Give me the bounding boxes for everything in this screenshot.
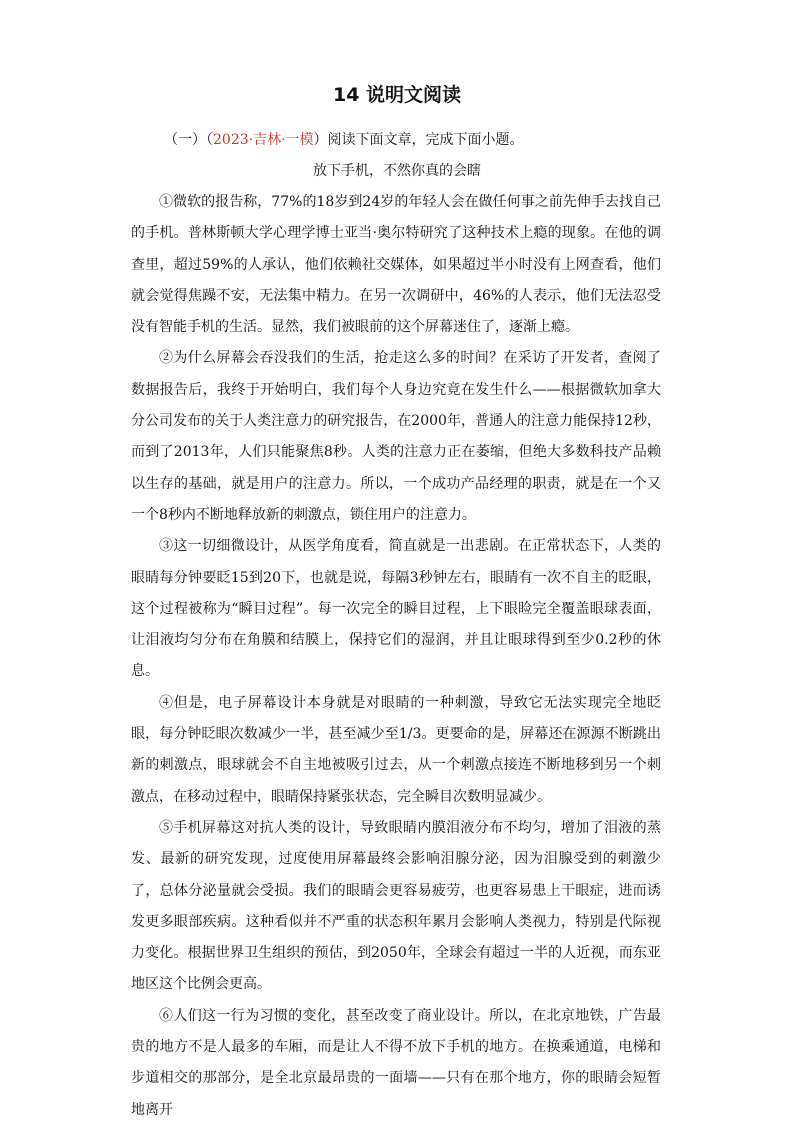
article-title: 放下手机，不然你真的会瞎 (313, 163, 481, 179)
paragraph-5: ⑤手机屏幕这对抗人类的设计，导致眼睛内膜泪液分布不均匀，增加了泪液的蒸发、最新的研究发现，过度使用屏幕最终会影响泪腺分泌，因为泪腺受到的刺激少了，总体分泌量就会受损。我们的眼睛会更容易疲劳，也更容易患上干眼症，进而诱发更多眼部疾病。这种看似并不严重的状态积年累月会影响人类视力，特别是代际视力变化。根据世界卫生组织的预估，到2050年，全球会有超过一半的人近视，而东亚地区这个比例会更高。 (131, 819, 661, 993)
section-intro (164, 129, 524, 149)
intro-suffix: ）阅读下面文章，完成下面小题。 (313, 132, 524, 148)
paragraph-6: ⑥人们这一行为习惯的变化，甚至改变了商业设计。所以，在北京地铁，广告最贵的地方不是人最多的车厢，而是让人不得不放下手机的地方。在换乘通道，电梯和步道相交的那部分，是全北京最昂贵的一面墙——只有在那个地方，你的眼睛会短暂地离开 (131, 1007, 661, 1118)
intro-prefix: （一）（ (164, 132, 213, 148)
paragraph-3: ③这一切细微设计，从医学角度看，简直就是一出悲剧。在正常状态下，人类的眼睛每分钟要眨15到20下，也就是说，每隔3秒钟左右，眼睛有一次不自主的眨眼，这个过程被称为“瞬目过程”。每一次完全的瞬目过程，上下眼睑完全覆盖眼球表面，让泪液均匀分布在角膜和结膜上，保持它们的湿润，并且让眼球得到至少0.2秒的休息。 (131, 538, 661, 680)
page-title: 14 说明文阅读 (332, 84, 462, 106)
paragraph-1: ①微软的报告称，77%的18岁到24岁的年轻人会在做任何事之前先伸手去找自己的手机。普林斯顿大学心理学博士亚当·奥尔特研究了这种技术上瘾的现象。在他的调查里，超过59%的人承认，他们依赖社交媒体，如果超过半小时没有上网查看，他们就会觉得焦躁不安，无法集中精力。在另一次调研中，46%的人表示，他们无法忍受没有智能手机的生活。显然，我们被眼前的这个屏幕迷住了，逐渐上瘾。 (131, 194, 661, 336)
article-body (131, 187, 661, 1126)
intro-source: 2023·吉林·一模 (213, 132, 314, 148)
paragraph-2: ②为什么屏幕会吞没我们的生活，抢走这么多的时间？在采访了开发者，查阅了数据报告后，我终于开始明白，我们每个人身边究竟在发生什么——根据微软加拿大分公司发布的关于人类注意力的研究报告，在2000年，普通人的注意力能保持12秒，而到了2013年，人们只能聚焦8秒。人类的注意力正在萎缩，但绝大多数科技产品赖以生存的基础，就是用户的注意力。所以，一个成功产品经理的职责，就是在一个又一个8秒内不断地释放新的刺激点，锁住用户的注意力。 (131, 350, 661, 523)
paragraph-4: ④但是，电子屏幕设计本身就是对眼睛的一种刺激，导致它无法实现完全地眨眼，每分钟眨眼次数减少一半，甚至减少至1/3。更要命的是，屏幕还在源源不断跳出新的刺激点，眼球就会不自主地被吸引过去，从一个刺激点接连不断地移到另一个刺激点，在移动过程中，眼睛保持紧张状态，完全瞬目次数明显减少。 (131, 694, 661, 805)
